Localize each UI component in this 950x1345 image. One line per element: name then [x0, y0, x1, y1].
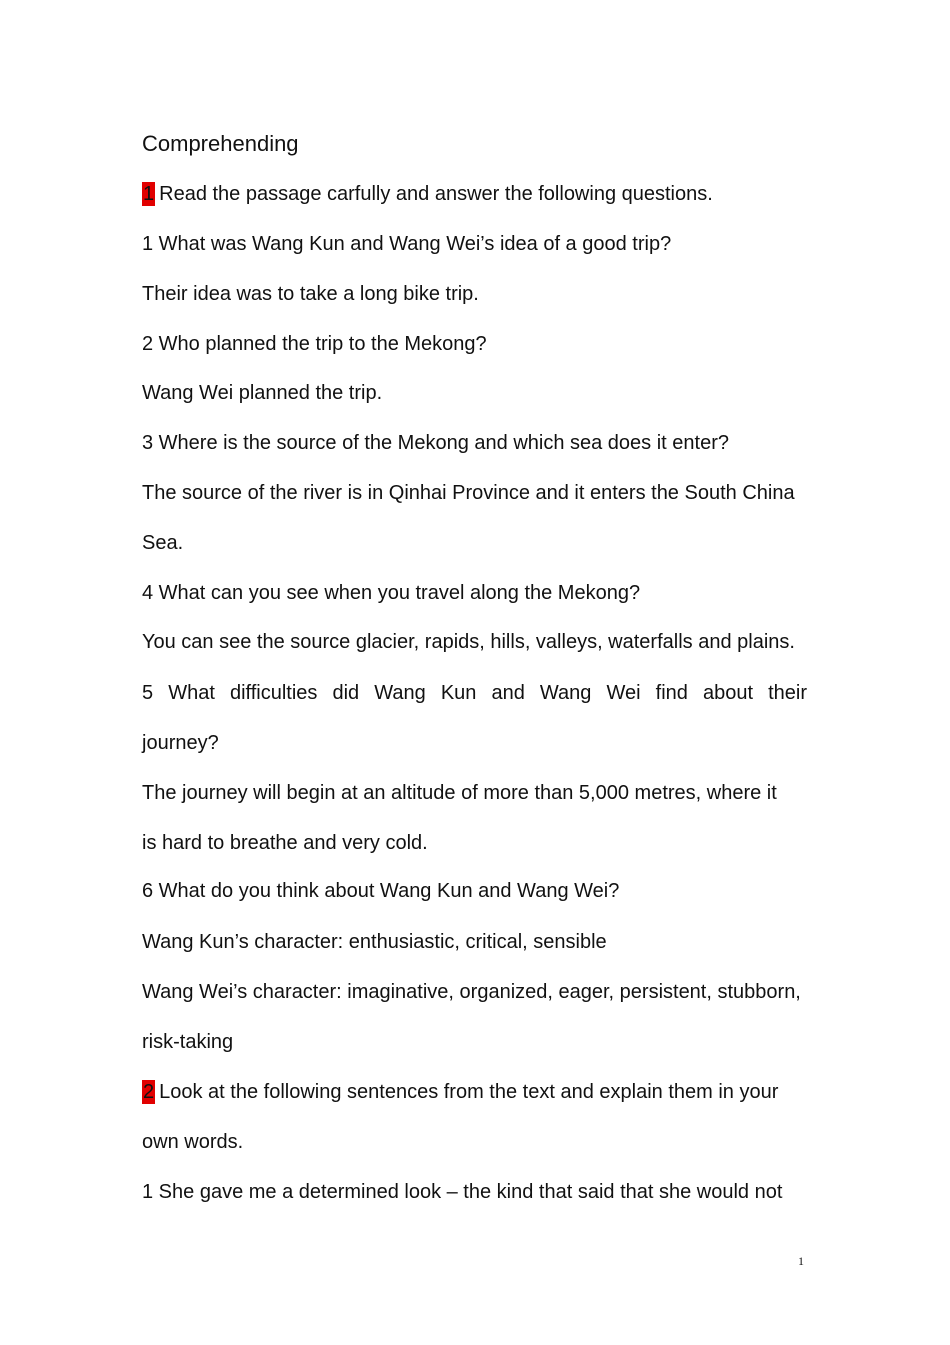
answer-6-line-2: Wang Wei’s character: imaginative, organized, eager, persistent, stubborn,	[142, 981, 801, 1003]
answer-6-line-3: risk-taking	[142, 1031, 234, 1053]
question-1: 1 What was Wang Kun and Wang Wei’s idea of a good trip?	[142, 233, 672, 255]
section-1-instruction	[142, 182, 713, 206]
answer-4: You can see the source glacier, rapids, hills, valleys, waterfalls and plains.	[142, 631, 795, 653]
answer-3-line-1: The source of the river is in Qinhai Province and it enters the South China	[142, 482, 795, 504]
section-1-text: Read the passage carfully and answer the following questions.	[159, 183, 713, 205]
answer-3-line-2: Sea.	[142, 532, 184, 554]
question-5-line-2: journey?	[142, 732, 219, 754]
question-4: 4 What can you see when you travel along the Mekong?	[142, 582, 641, 604]
section-2-instruction-line-1	[142, 1080, 778, 1104]
answer-1: Their idea was to take a long bike trip.	[142, 283, 479, 305]
page-number: 1	[798, 1254, 804, 1268]
section-2-text: Look at the following sentences from the text and explain them in your	[159, 1081, 779, 1103]
answer-6-line-1: Wang Kun’s character: enthusiastic, critical, sensible	[142, 931, 607, 953]
sentence-1-line-1: 1 She gave me a determined look – the kind that said that she would not	[142, 1181, 783, 1203]
answer-2: Wang Wei planned the trip.	[142, 382, 383, 404]
question-2: 2 Who planned the trip to the Mekong?	[142, 333, 487, 355]
section-2-instruction-line-2: own words.	[142, 1131, 244, 1153]
answer-5-line-2: is hard to breathe and very cold.	[142, 832, 428, 854]
question-3: 3 Where is the source of the Mekong and which sea does it enter?	[142, 432, 730, 454]
section-1-number: 1	[143, 183, 155, 205]
section-2-number: 2	[143, 1081, 155, 1103]
answer-5-line-1: The journey will begin at an altitude of more than 5,000 metres, where it	[142, 782, 777, 804]
question-5-line-1: 5 What difficulties did Wang Kun and Wang Wei find about their	[142, 682, 807, 704]
page-heading: Comprehending	[142, 131, 299, 156]
question-6: 6 What do you think about Wang Kun and Wang Wei?	[142, 880, 620, 902]
